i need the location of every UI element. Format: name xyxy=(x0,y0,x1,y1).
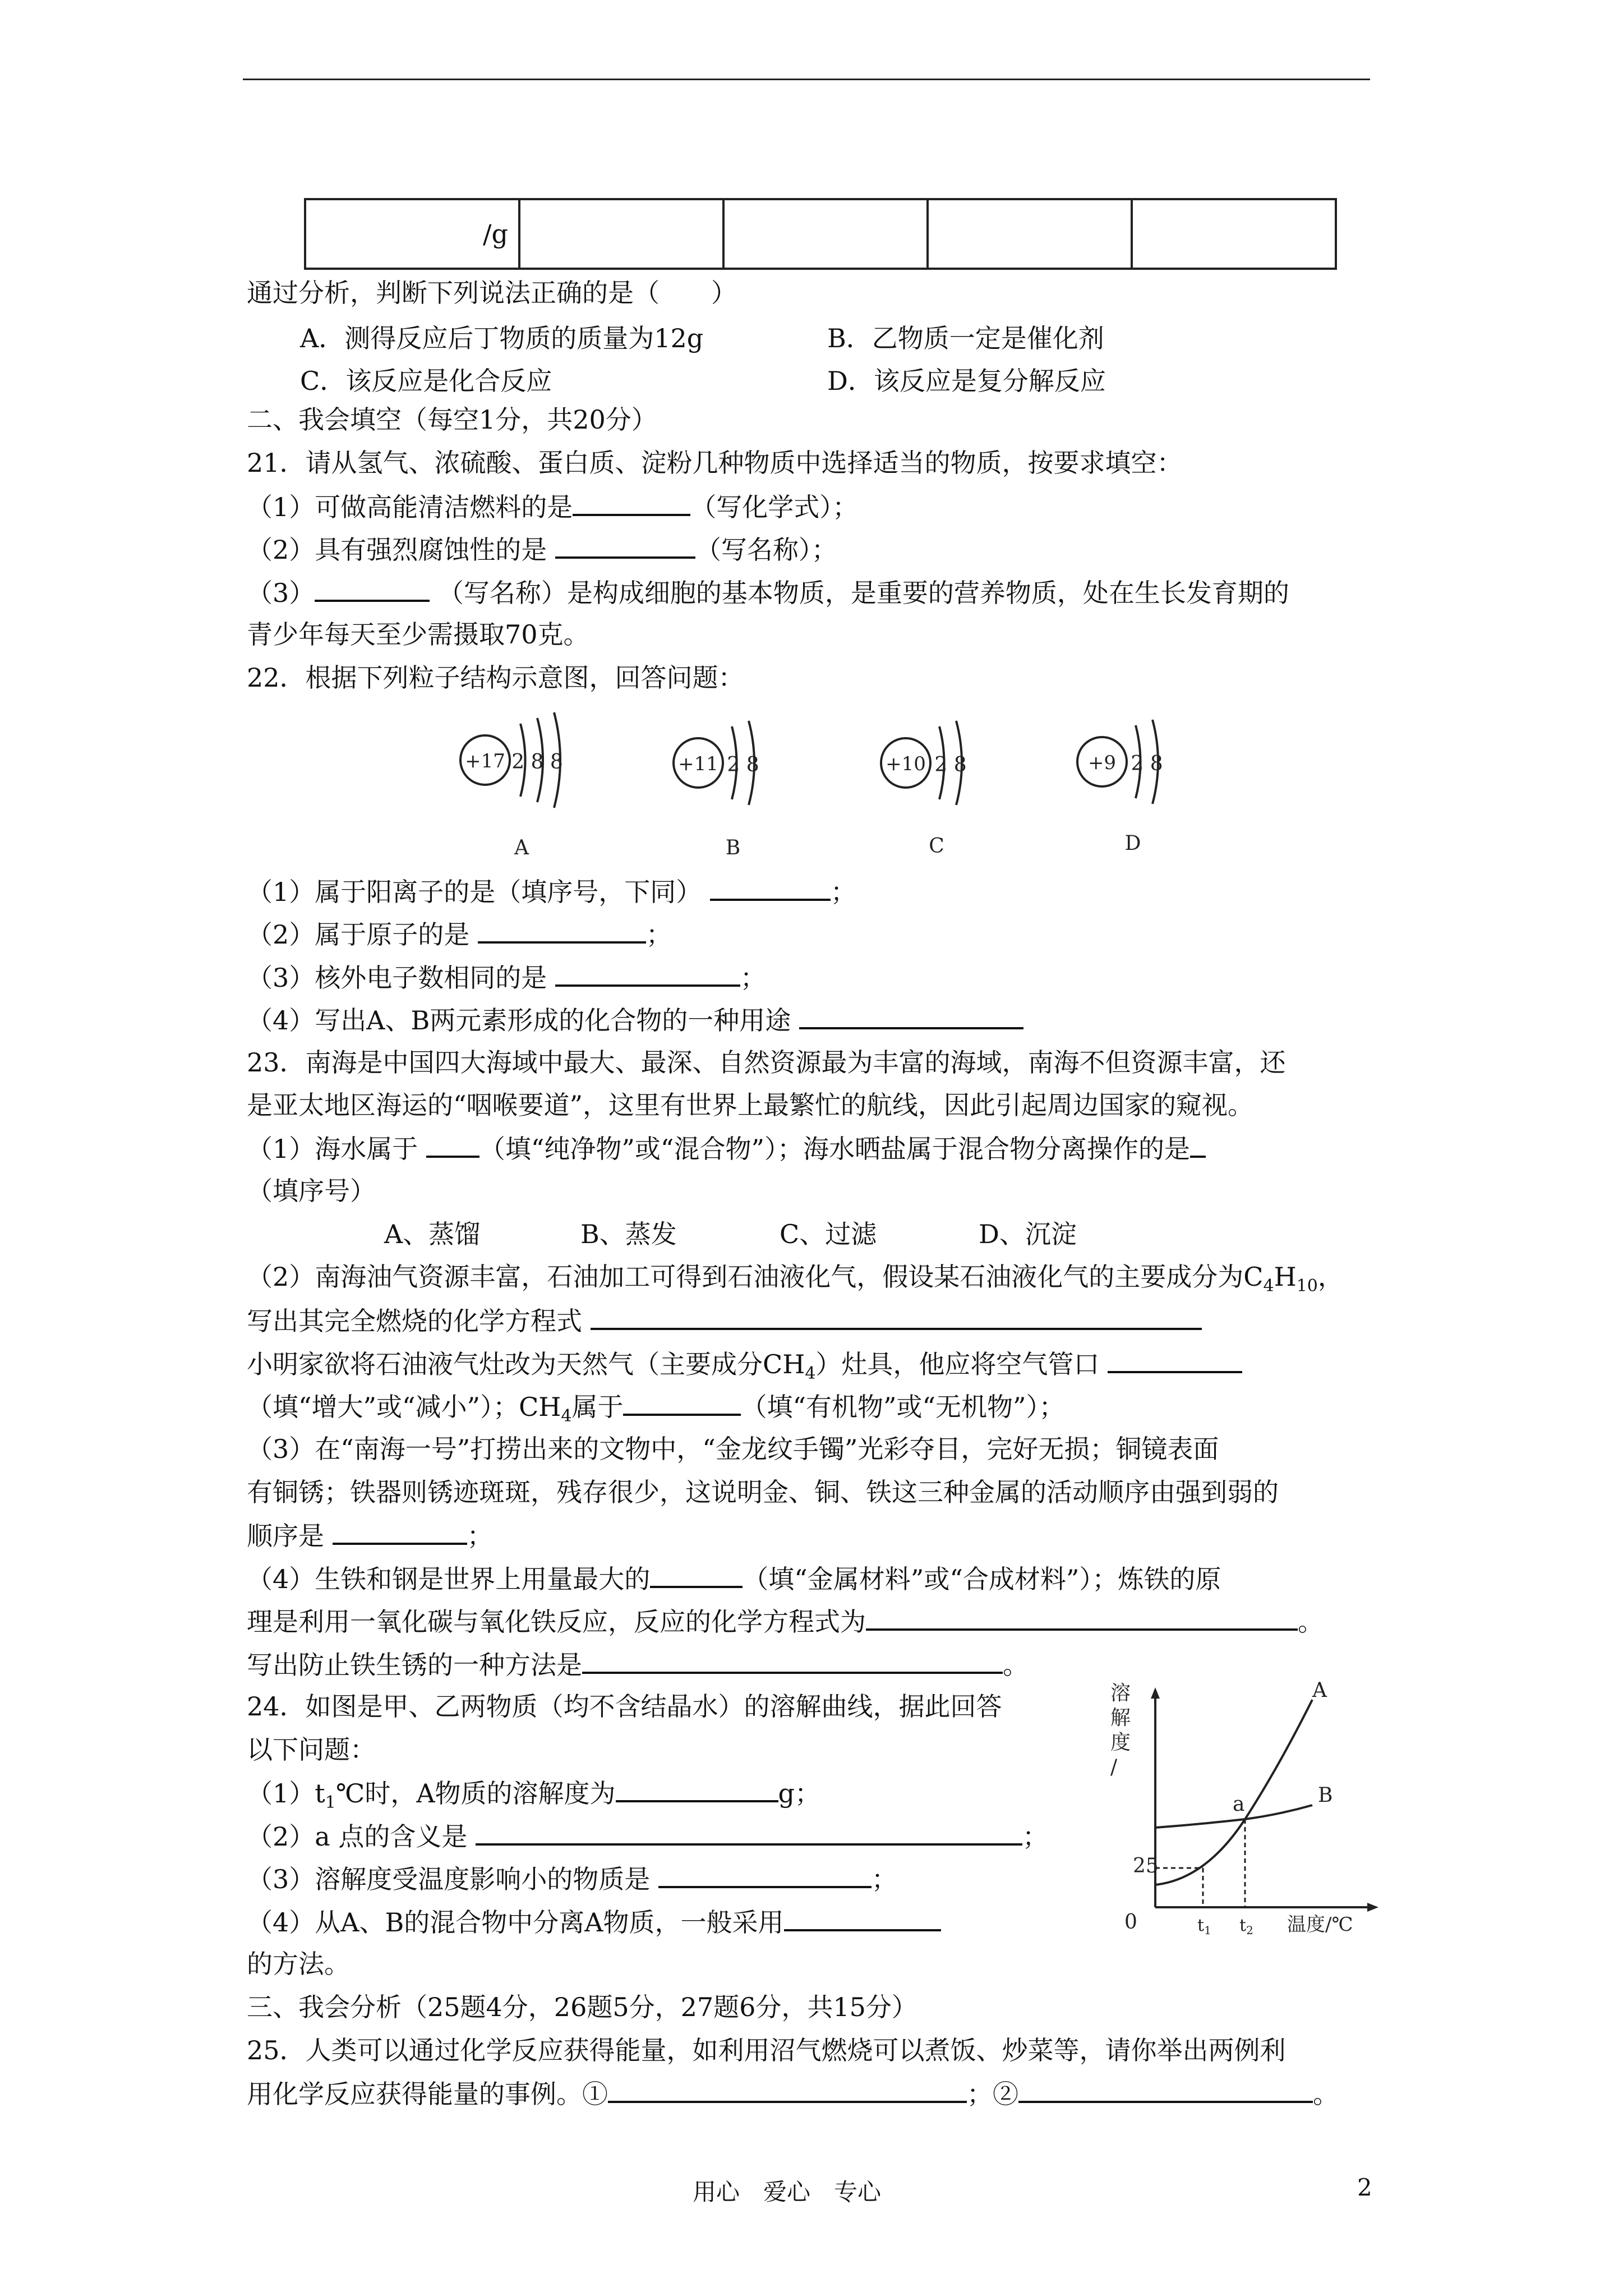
q23-choice-c: C、过滤 xyxy=(780,1219,877,1249)
origin-label: 0 xyxy=(1124,1911,1137,1934)
q21-part3-text: （3） xyxy=(247,578,315,608)
table-cell xyxy=(723,199,928,269)
series-b-label: B xyxy=(1318,1784,1333,1807)
answer-blank[interactable] xyxy=(623,1389,741,1416)
q22-part2-text: （2）属于原子的是 xyxy=(247,919,478,950)
answer-blank[interactable] xyxy=(1190,1131,1206,1158)
answer-blank[interactable] xyxy=(333,1518,467,1545)
answer-blank[interactable] xyxy=(616,1775,778,1802)
punct: ； xyxy=(830,877,856,907)
q21-part1-hint: （写化学式）； xyxy=(690,492,859,522)
q22-part1-text: （1）属于阳离子的是（填序号，下同） xyxy=(247,877,710,907)
footer-motto: 用心 爱心 专心 xyxy=(693,2178,882,2206)
particle-a-shells: 2 8 8 xyxy=(511,751,563,774)
particle-b-label: B xyxy=(725,836,741,859)
punct: ， xyxy=(1317,1262,1344,1292)
particle-d-shells: 2 8 xyxy=(1131,752,1163,775)
q23-part3-line1: （3）在“南海一号”打捞出来的文物中，“金龙纹手镯”光彩夺目，完好无损；铜镜表面 xyxy=(247,1434,1219,1464)
q23-part1 xyxy=(247,1131,1206,1166)
q24-stem-line2: 以下问题： xyxy=(247,1734,376,1765)
answer-blank[interactable] xyxy=(591,1303,1202,1330)
table-cell xyxy=(1132,199,1336,269)
answer-blank[interactable] xyxy=(608,2076,967,2103)
subscript: 1 xyxy=(325,1793,336,1813)
q24-part4-line2: 的方法。 xyxy=(247,1949,350,1979)
q23-part4-line1 xyxy=(247,1561,1221,1596)
q23-text: 小明家欲将石油液气灶改为天然气（主要成分CH xyxy=(247,1349,805,1379)
particle-c-nucleus: +10 xyxy=(886,753,926,775)
subscript: 4 xyxy=(805,1364,816,1384)
q23-part2-line4 xyxy=(247,1389,1065,1433)
q23-stem-line2: 是亚太地区海运的“咽喉要道”，这里有世界上最繁忙的航线，因此引起周边国家的窥视。 xyxy=(247,1090,1254,1120)
q24-text: （1）t xyxy=(247,1778,325,1809)
q22-part3 xyxy=(247,960,766,995)
x-tick-label-t2: $t_2$ xyxy=(1239,1916,1253,1935)
solubility-curve-chart xyxy=(1099,1677,1413,1935)
y-tick-label: 25 xyxy=(1133,1855,1159,1878)
q23-text: H xyxy=(1274,1262,1297,1292)
particle-a xyxy=(460,712,563,859)
q24-text: ℃时，A物质的溶解度为 xyxy=(335,1778,616,1809)
x-axis-arrow-icon xyxy=(1367,1903,1378,1912)
table-cell xyxy=(519,199,723,269)
answer-blank[interactable] xyxy=(799,1002,1023,1029)
q20-option-d: D．该反应是复分解反应 xyxy=(827,366,1106,396)
answer-blank[interactable] xyxy=(784,1904,941,1931)
q21-part3-hint: （写名称）是构成细胞的基本物质，是重要的营养物质，处在生长发育期的 xyxy=(430,578,1289,608)
particle-b-shells: 2 8 xyxy=(727,753,759,776)
q21-part1 xyxy=(247,489,858,524)
q21-stem: 21．请从氢气、浓硫酸、蛋白质、淀粉几种物质中选择适当的物质，按要求填空： xyxy=(247,448,1183,478)
q23-text: （4）生铁和钢是世界上用量最大的 xyxy=(247,1564,651,1594)
answer-blank[interactable] xyxy=(650,1561,743,1588)
answer-blank[interactable] xyxy=(555,960,740,987)
header-rule xyxy=(243,79,1370,80)
answer-blank[interactable] xyxy=(710,874,831,901)
x-axis-label: 温度/℃ xyxy=(1287,1913,1353,1935)
q21-part3-line2: 青少年每天至少需摄取70克。 xyxy=(247,619,589,650)
data-table-fragment xyxy=(304,198,1337,270)
section-title: 三、我会分析（25题4分，26题5分，27题6分，共15分） xyxy=(247,1992,917,2022)
q25-text: ；② xyxy=(967,2079,1018,2109)
q24-part2 xyxy=(247,1819,1048,1853)
punct: ； xyxy=(467,1521,493,1551)
particle-b xyxy=(674,721,759,859)
answer-blank[interactable] xyxy=(582,1647,1003,1674)
q23-text: ）灶具，他应将空气管口 xyxy=(815,1349,1108,1379)
q23-part4-line2 xyxy=(247,1604,1324,1639)
q22-part1 xyxy=(247,874,856,909)
q23-part1-text: （1）海水属于 xyxy=(247,1134,426,1164)
intersection-point-label: a xyxy=(1233,1793,1245,1816)
q23-text: 写出防止铁生锈的一种方法是 xyxy=(247,1650,582,1680)
q22-stem: 22．根据下列粒子结构示意图，回答问题： xyxy=(247,662,744,693)
q24-part3 xyxy=(247,1861,897,1896)
punct: ； xyxy=(1022,1821,1048,1852)
answer-blank[interactable] xyxy=(573,489,690,516)
q23-text: 写出其完全燃烧的化学方程式 xyxy=(247,1306,591,1336)
q22-part4-text: （4）写出A、B两元素形成的化合物的一种用途 xyxy=(247,1005,799,1036)
q22-part4 xyxy=(247,1002,1023,1037)
q24-part1 xyxy=(247,1775,820,1820)
section-title: 二、我会填空（每空1分，共20分） xyxy=(247,404,657,435)
answer-blank[interactable] xyxy=(1018,2076,1313,2103)
punct: ； xyxy=(645,919,672,950)
subscript: 4 xyxy=(561,1406,572,1427)
q21-part2-hint: （写名称）； xyxy=(695,535,837,565)
q24-text: （4）从A、B的混合物中分离A物质，一般采用 xyxy=(247,1907,784,1938)
q23-text: 理是利用一氧化碳与氧化铁反应，反应的化学方程式为 xyxy=(247,1607,866,1637)
punct: ； xyxy=(740,963,766,993)
answer-blank[interactable] xyxy=(315,575,430,602)
answer-blank[interactable] xyxy=(658,1861,872,1888)
table-cell xyxy=(928,199,1132,269)
q23-part2-line2 xyxy=(247,1303,1202,1338)
q20-stem: 通过分析，判断下列说法正确的是（ ） xyxy=(247,278,737,308)
series-a-line xyxy=(1155,1700,1312,1885)
q23-text: （填“增大”或“减小”）；CH xyxy=(247,1392,561,1422)
particle-c-shells: 2 8 xyxy=(934,753,967,776)
q23-stem-line1: 23．南海是中国四大海域中最大、最深、自然资源最为丰富的海域，南海不但资源丰富，还 xyxy=(247,1047,1286,1078)
punct: 。 xyxy=(1313,2079,1339,2109)
q24-text: （3）溶解度受温度影响小的物质是 xyxy=(247,1864,658,1894)
subscript: 4 xyxy=(1263,1276,1274,1296)
q23-text: （填“有机物”或“无机物”）； xyxy=(741,1392,1065,1422)
q23-choice-b: B、蒸发 xyxy=(580,1219,677,1249)
punct: 。 xyxy=(1298,1607,1324,1637)
punct: 。 xyxy=(1003,1650,1029,1680)
q20-option-b: B．乙物质一定是催化剂 xyxy=(827,323,1104,353)
particle-b-nucleus: +11 xyxy=(678,753,718,775)
q23-part3-line3 xyxy=(247,1518,493,1553)
q21-part2-text: （2）具有强烈腐蚀性的是 xyxy=(247,535,555,565)
answer-blank[interactable] xyxy=(426,1131,479,1158)
particle-d xyxy=(1077,720,1163,855)
q21-part1-text: （1）可做高能清洁燃料的是 xyxy=(247,492,573,522)
q21-part2 xyxy=(247,532,837,567)
x-tick-label-t1: $t_1$ xyxy=(1197,1916,1211,1935)
q22-part2 xyxy=(247,917,672,951)
q20-option-c: C．该反应是化合反应 xyxy=(300,366,552,396)
particle-a-nucleus: +17 xyxy=(465,750,505,772)
answer-blank[interactable] xyxy=(476,1819,1022,1846)
particle-c xyxy=(881,721,967,858)
q23-part1-hint: （填“纯净物”或“混合物”）；海水晒盐属于混合物分离操作的是 xyxy=(479,1134,1190,1164)
particle-a-label: A xyxy=(514,836,529,859)
q24-text: g； xyxy=(778,1778,820,1809)
q23-part2-line1 xyxy=(247,1260,1344,1303)
q21-part3 xyxy=(247,575,1289,610)
answer-blank[interactable] xyxy=(555,532,695,559)
q24-text: （2）a 点的含义是 xyxy=(247,1821,476,1852)
q23-choice-d: D、沉淀 xyxy=(979,1219,1077,1249)
q23-part2-line3 xyxy=(247,1346,1242,1391)
table-row xyxy=(305,199,1336,269)
q23-part1-hint2: （填序号） xyxy=(247,1176,376,1206)
punct: ； xyxy=(871,1864,897,1894)
q23-text: 顺序是 xyxy=(247,1521,333,1551)
y-axis-arrow-icon xyxy=(1151,1687,1160,1699)
q24-stem-line1: 24．如图是甲、乙两物质（均不含结晶水）的溶解曲线，据此回答 xyxy=(247,1691,1002,1722)
answer-blank[interactable] xyxy=(478,917,646,944)
q22-part3-text: （3）核外电子数相同的是 xyxy=(247,963,555,993)
series-a-label: A xyxy=(1312,1679,1327,1702)
y-axis-label: 溶 解 度 / xyxy=(1110,1682,1131,1779)
q23-text: （填“金属材料”或“合成材料”）；炼铁的原 xyxy=(743,1564,1221,1594)
subscript: 10 xyxy=(1296,1276,1318,1296)
particle-d-label: D xyxy=(1124,832,1141,855)
page-number: 2 xyxy=(1357,2174,1372,2201)
q25-text: 用化学反应获得能量的事例。① xyxy=(247,2079,608,2109)
q23-text: （2）南海油气资源丰富，石油加工可得到石油液化气，假设某石油液化气的主要成分为C xyxy=(247,1262,1264,1292)
q23-text: 属于 xyxy=(571,1392,624,1422)
q24-part4 xyxy=(247,1904,941,1939)
particle-d-nucleus: +9 xyxy=(1087,752,1117,774)
q23-part4-line3 xyxy=(247,1647,1029,1682)
table-cell-unit: /g xyxy=(305,199,519,269)
q23-choice-a: A、蒸馏 xyxy=(384,1219,481,1249)
particle-c-label: C xyxy=(929,835,944,858)
q20-option-a: A．测得反应后丁物质的质量为12g xyxy=(300,323,704,353)
q23-part3-line2: 有铜锈；铁器则锈迹斑斑，残存很少，这说明金、铜、铁这三种金属的活动顺序由强到弱的 xyxy=(247,1477,1279,1507)
q25-line1: 25．人类可以通过化学反应获得能量，如利用沼气燃烧可以煮饭、炒菜等，请你举出两例利 xyxy=(247,2035,1286,2065)
q25-line2 xyxy=(247,2076,1339,2111)
answer-blank[interactable] xyxy=(866,1604,1298,1631)
answer-blank[interactable] xyxy=(1108,1346,1242,1373)
particle-structure-diagrams xyxy=(437,696,1211,864)
